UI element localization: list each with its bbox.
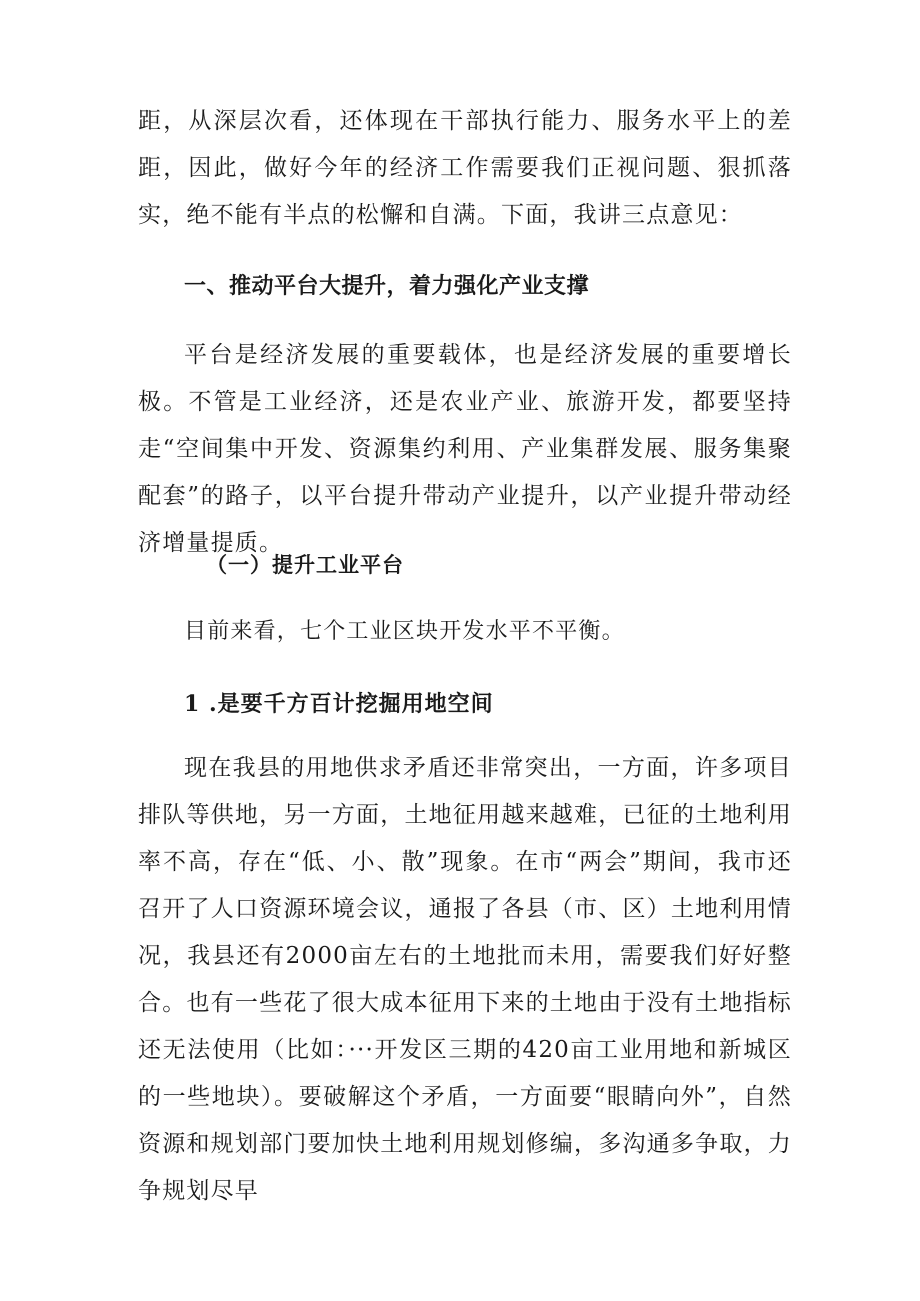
section-heading-1: 一、推动平台大提升，着力强化产业支撑: [184, 274, 590, 299]
intro-paragraph-block: [138, 98, 792, 239]
land-paragraph-block: [138, 745, 792, 1215]
subheading-industrial-platform: （一）提升工业平台: [206, 552, 404, 577]
land-use-paragraph: 现在我县的用地供求矛盾还非常突出，一方面，许多项目排队等供地，另一方面，土地征用越来越难，已征的土地利用率不高，存在“低、小、散”现象。在市“两会”期间，我市还召开了人口资源环境会议，通报了各县（市、区）土地利用情况，我县还有2000亩左右的土地批而未用，需要我们好好整合。也有一些花了很大成本征用下来的土地由于没有土地指标还无法使用（比如：···开发区三期的420亩工业用地和新城区的一些地块）。要破解这个矛盾，一方面要“眼睛向外”，自然资源和规划部门要加快土地利用规划修编，多沟通多争取，力争规划尽早: [138, 755, 792, 1204]
section-heading-block: [138, 272, 792, 302]
intro-continuation-paragraph: 距，从深层次看，还体现在干部执行能力、服务水平上的差距，因此，做好今年的经济工作需要我们正视问题、狠抓落实，绝不能有半点的松懈和自满。下面，我讲三点意见：: [138, 108, 792, 228]
subheading-block: [138, 550, 792, 580]
item-1-heading: 1 .是要千方百计挖掘用地空间: [184, 691, 494, 717]
platform-paragraph: 平台是经济发展的重要载体，也是经济发展的重要增长极。不管是工业经济，还是农业产业、旅游开发，都要坚持走“空间集中开发、资源集约利用、产业集群发展、服务集聚配套”的路子，以平台提升带动产业提升，以产业提升带动经济增量提质。: [138, 342, 792, 556]
current-status-block: [138, 617, 792, 647]
current-status-paragraph: 目前来看，七个工业区块开发水平不平衡。: [184, 619, 625, 644]
item-heading-block: [138, 689, 792, 719]
platform-paragraph-block: [138, 332, 792, 567]
